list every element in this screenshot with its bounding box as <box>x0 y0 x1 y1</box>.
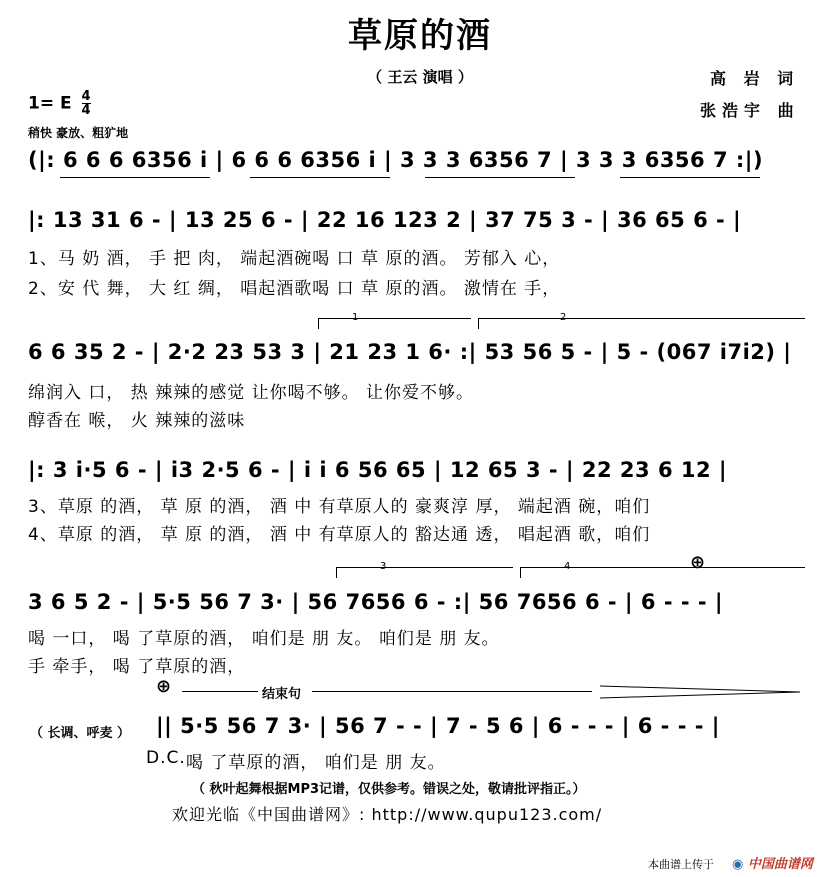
lyric-verse-2-line-1: 2、安 代 舞， 大 红 绸， 唱起酒歌喝 口 草 原的酒。 激情在 手， <box>28 279 561 299</box>
key-label: 1= E <box>28 93 72 114</box>
dc-marking: D.C. <box>146 748 186 768</box>
singer-credit: （ 王云 演唱 ） <box>367 68 473 86</box>
vocal-style-label: （ 长调、呼麦 ） <box>30 726 131 741</box>
lyric-verse-3-line-1: 3、草原 的酒， 草 原 的酒， 酒 中 有草原人的 豪爽淳 厚， 端起酒 碗，咱们 <box>28 497 651 517</box>
key-signature <box>28 90 91 117</box>
volta-number-3: 3 <box>380 561 387 572</box>
composer-credit: 张浩宇 曲 <box>700 101 800 120</box>
lyric-verse-3-line-2: 喝 一口， 喝 了草原的酒， 咱们是 朋 友。 咱们是 朋 友。 <box>28 629 500 649</box>
lyric-verse-1-line-1: 1、马 奶 酒， 手 把 肉， 端起酒碗喝 口 草 原的酒。 芳郁入 心， <box>28 249 561 269</box>
volta-bracket-3 <box>336 567 513 578</box>
volta-number-2: 2 <box>560 312 567 323</box>
diminuendo-icon <box>600 684 800 700</box>
time-signature <box>82 90 91 117</box>
song-title: 草原的酒 <box>348 16 492 56</box>
staff-row-chorus-b: 3 6 5 2 - | 5·5 56 7 3· | 56 7656 6 - :| 56 7656 6 - | 6 - - - | <box>28 590 724 614</box>
lyric-verse-4-line-1: 4、草原 的酒， 草 原 的酒， 酒 中 有草原人的 豁达通 透， 唱起酒 歌，咱们 <box>28 525 651 545</box>
lyric-ending: 喝 了草原的酒， 咱们是 朋 友。 <box>186 753 446 773</box>
volta-number-1: 1 <box>352 312 359 323</box>
coda-sign-icon: ⊕ <box>690 552 706 573</box>
logo-text: 中国曲谱网 <box>747 857 813 872</box>
staff-row-intro: (|: 6 6 6 6356 i | 6 6 6 6356 i | 3 3 3 6356 7 | 3 3 3 6356 7 :|) <box>28 148 764 172</box>
staff-row-verse-a: |: 13 31 6 - | 13 25 6 - | 22 16 123 2 | 37 75 3 - | 36 65 6 - | <box>28 208 742 232</box>
staff-row-chorus-a: |: 3 i·5 6 - | i3 2·5 6 - | i i 6 56 65 | 12 65 3 - | 22 23 6 12 | <box>28 458 728 482</box>
site-logo[interactable] <box>732 853 813 872</box>
lyric-verse-2-line-2: 醇香在 喉， 火 辣辣的滋味 <box>28 411 246 431</box>
time-bottom: 4 <box>81 103 91 118</box>
beam-line <box>620 177 760 178</box>
lyric-verse-1-line-2: 绵润入 口， 热 辣辣的感觉 让你喝不够。 让你爱不够。 <box>28 383 475 403</box>
site-welcome[interactable]: 欢迎光临《中国曲谱网》: http://www.qupu123.com/ <box>172 805 603 824</box>
upload-note: 本曲谱上传于 <box>648 858 714 871</box>
time-top: 4 <box>81 89 91 104</box>
transcriber-note: （ 秋叶起舞根据MP3记谱，仅供参考。错误之处，敬请批评指正。） <box>192 782 586 797</box>
volta-bracket-2 <box>478 318 805 329</box>
beam-line <box>250 177 390 178</box>
staff-row-verse-b: 6 6 35 2 - | 2·2 23 53 3 | 21 23 1 6· :| 53 56 5 - | 5 - (067 i7i2) | <box>28 340 792 364</box>
ending-label: 结束句 <box>262 687 302 702</box>
beam-line <box>60 177 210 178</box>
volta-bracket-1 <box>318 318 471 329</box>
staff-row-ending: || 5·5 56 7 3· | 56 7 - - | 7 - 5 6 | 6 - - - | 6 - - - | <box>156 714 720 738</box>
lyric-verse-4-line-2: 手 牵手， 喝 了草原的酒， <box>28 657 246 677</box>
tempo-marking: 稍快 豪放、粗犷地 <box>28 126 129 140</box>
beam-line <box>425 177 575 178</box>
logo-mark-icon: ◉ <box>732 857 744 872</box>
volta-bracket-4 <box>520 567 805 578</box>
ending-line <box>182 691 258 692</box>
volta-number-4: 4 <box>564 561 571 572</box>
ending-line <box>312 691 592 692</box>
coda-sign-icon: ⊕ <box>156 676 172 697</box>
lyricist-credit: 高 岩 词 <box>710 69 800 88</box>
